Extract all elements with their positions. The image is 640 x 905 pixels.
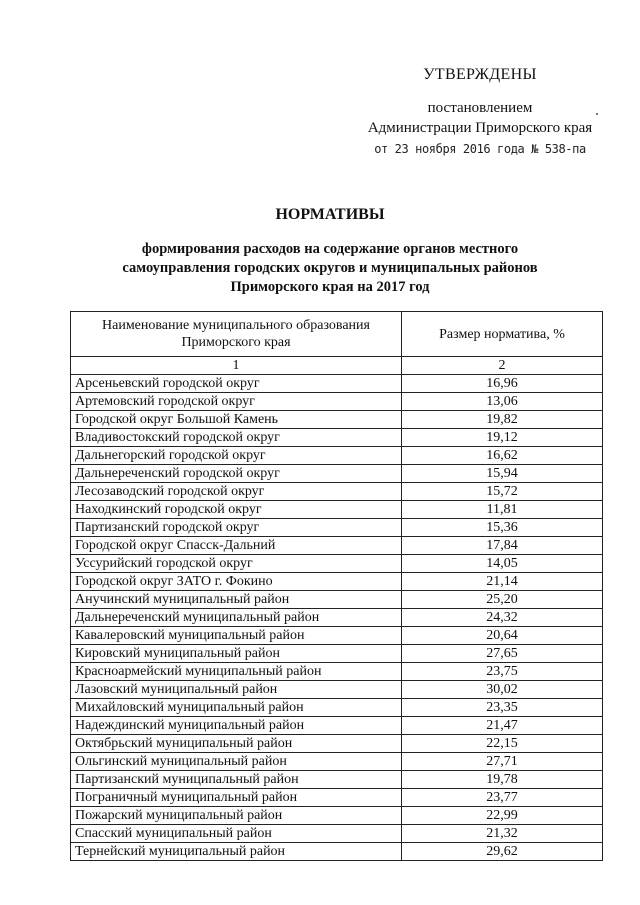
municipality-name: Городской округ ЗАТО г. Фокино <box>71 573 402 591</box>
table-row <box>71 465 603 483</box>
norm-value: 27,65 <box>402 645 603 663</box>
municipality-name: Лесозаводский городской округ <box>71 483 402 501</box>
table-row <box>71 645 603 663</box>
table-header-row <box>71 312 603 357</box>
table-row <box>71 663 603 681</box>
norm-value: 23,75 <box>402 663 603 681</box>
column-number-1: 1 <box>71 357 402 375</box>
norm-value: 30,02 <box>402 681 603 699</box>
table-row <box>71 843 603 861</box>
header-value-column: Размер норматива, % <box>402 312 603 357</box>
municipality-name: Дальнереченский муниципальный район <box>71 609 402 627</box>
municipality-name: Надеждинский муниципальный район <box>71 717 402 735</box>
norm-value: 21,32 <box>402 825 603 843</box>
norm-value: 16,62 <box>402 447 603 465</box>
norm-value: 15,36 <box>402 519 603 537</box>
norm-value: 16,96 <box>402 375 603 393</box>
municipality-name: Тернейский муниципальный район <box>71 843 402 861</box>
table-row <box>71 825 603 843</box>
approval-block <box>360 66 600 156</box>
table-row <box>71 501 603 519</box>
norm-value: 19,82 <box>402 411 603 429</box>
norm-value: 22,15 <box>402 735 603 753</box>
municipality-name: Артемовский городской округ <box>71 393 402 411</box>
table-row <box>71 555 603 573</box>
municipality-name: Лазовский муниципальный район <box>71 681 402 699</box>
table-row <box>71 519 603 537</box>
municipality-name: Дальнереченский городской округ <box>71 465 402 483</box>
municipality-name: Арсеньевский городской округ <box>71 375 402 393</box>
municipality-name: Михайловский муниципальный район <box>71 699 402 717</box>
table-row <box>71 789 603 807</box>
municipality-name: Кировский муниципальный район <box>71 645 402 663</box>
municipality-name: Пожарский муниципальный район <box>71 807 402 825</box>
table-row <box>71 609 603 627</box>
municipality-name: Ольгинский муниципальный район <box>71 753 402 771</box>
table-row <box>71 429 603 447</box>
norm-value: 29,62 <box>402 843 603 861</box>
norm-value: 19,12 <box>402 429 603 447</box>
table-row <box>71 807 603 825</box>
norm-value: 27,71 <box>402 753 603 771</box>
municipality-name: Партизанский городской округ <box>71 519 402 537</box>
municipality-name: Уссурийский городской округ <box>71 555 402 573</box>
municipality-name: Дальнегорский городской округ <box>71 447 402 465</box>
norms-table <box>70 311 603 861</box>
municipality-name: Городской округ Спасск-Дальний <box>71 537 402 555</box>
approval-line-1: постановлением <box>427 100 533 116</box>
norm-value: 21,47 <box>402 717 603 735</box>
norm-value: 15,94 <box>402 465 603 483</box>
table-row <box>71 735 603 753</box>
table-row <box>71 717 603 735</box>
table-row <box>71 591 603 609</box>
approval-stamp: от 23 ноября 2016 года № 538-па <box>374 142 586 156</box>
municipality-name: Находкинский городской округ <box>71 501 402 519</box>
table-row <box>71 771 603 789</box>
norm-value: 25,20 <box>402 591 603 609</box>
norm-value: 22,99 <box>402 807 603 825</box>
header-name-column: Наименование муниципального образования Приморского края <box>71 312 402 357</box>
norm-value: 20,64 <box>402 627 603 645</box>
municipality-name: Пограничный муниципальный район <box>71 789 402 807</box>
municipality-name: Анучинский муниципальный район <box>71 591 402 609</box>
municipality-name: Спасский муниципальный район <box>71 825 402 843</box>
approval-line-2: Администрации Приморского края <box>367 120 593 136</box>
municipality-name: Красноармейский муниципальный район <box>71 663 402 681</box>
norm-value: 24,32 <box>402 609 603 627</box>
table-row <box>71 375 603 393</box>
norm-value: 13,06 <box>402 393 603 411</box>
municipality-name: Городской округ Большой Камень <box>71 411 402 429</box>
municipality-name: Владивостокский городской округ <box>71 429 402 447</box>
approval-heading: УТВЕРЖДЕНЫ <box>423 66 537 83</box>
norm-value: 15,72 <box>402 483 603 501</box>
table-row <box>71 573 603 591</box>
table-row <box>71 537 603 555</box>
norm-value: 19,78 <box>402 771 603 789</box>
document-subtitle: формирования расходов на содержание органов местного самоуправления городских округов и муниципальных районов Приморского края на 2017 год <box>122 241 538 295</box>
norm-value: 11,81 <box>402 501 603 519</box>
column-number-2: 2 <box>402 357 603 375</box>
norm-value: 14,05 <box>402 555 603 573</box>
norm-value: 17,84 <box>402 537 603 555</box>
norm-value: 21,14 <box>402 573 603 591</box>
municipality-name: Кавалеровский муниципальный район <box>71 627 402 645</box>
document-title: НОРМАТИВЫ <box>275 206 385 223</box>
municipality-name: Октябрьский муниципальный район <box>71 735 402 753</box>
table-row <box>71 753 603 771</box>
column-number-row <box>71 357 603 375</box>
table-row <box>71 681 603 699</box>
table-row <box>71 411 603 429</box>
table-row <box>71 483 603 501</box>
norm-value: 23,35 <box>402 699 603 717</box>
norm-value: 23,77 <box>402 789 603 807</box>
municipality-name: Партизанский муниципальный район <box>71 771 402 789</box>
table-row <box>71 627 603 645</box>
table-row <box>71 699 603 717</box>
table-row <box>71 447 603 465</box>
table-row <box>71 393 603 411</box>
